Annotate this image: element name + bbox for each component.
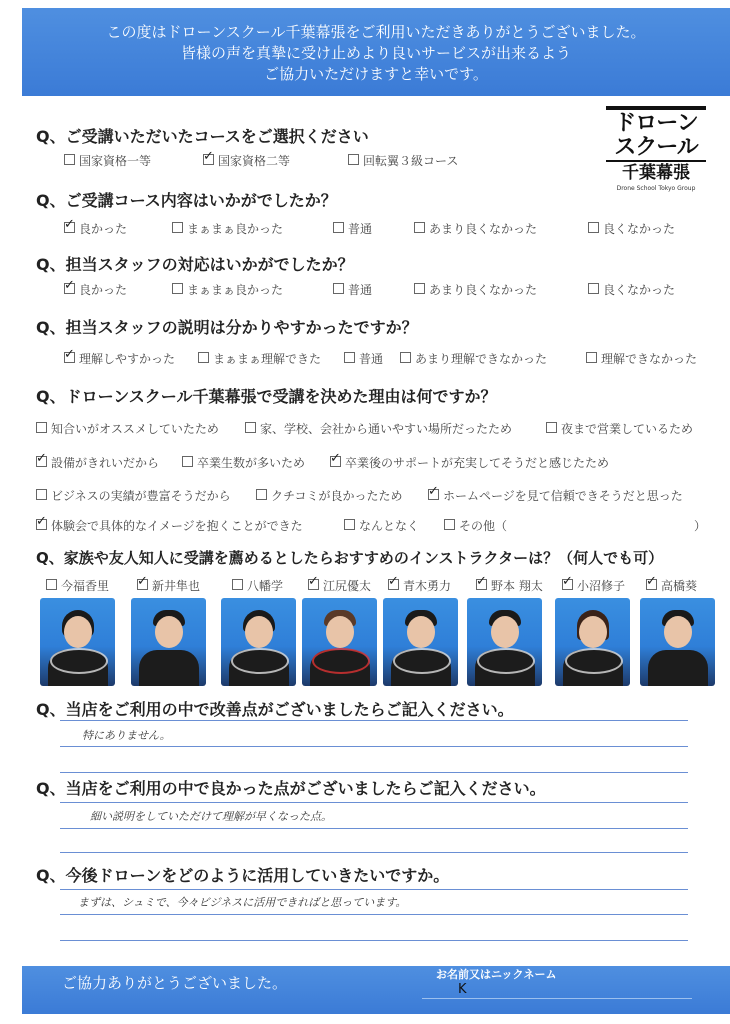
checkbox[interactable] [348,154,359,165]
option-expl-2[interactable]: まぁまぁ理解できた [198,350,321,367]
checkbox[interactable] [46,579,57,590]
option-content-4[interactable]: あまり良くなかった [414,220,537,237]
option-course-2[interactable]: ✓ 国家資格二等 [203,152,290,169]
instructor-photo-2 [131,598,206,686]
answer-improvement[interactable]: 特にありません。 [82,729,171,742]
instructor-photo-6 [467,598,542,686]
checkbox[interactable] [588,283,599,294]
checkbox[interactable] [182,456,193,467]
nickname-value[interactable]: K [458,982,467,997]
option-staff-3[interactable]: 普通 [333,281,372,298]
instructor-6[interactable]: ✓ 野本 翔太 [476,577,543,594]
option-staff-4[interactable]: あまり良くなかった [414,281,537,298]
checkbox[interactable] [245,422,256,433]
instructor-3[interactable]: 八幡学 [232,577,283,594]
option-expl-5[interactable]: 理解できなかった [586,350,697,367]
question-staff: Q、担当スタッフの対応はいかがでしたか？ [36,255,354,274]
header-line-2: 皆様の声を真摯に受け止めより良いサービスが出来るよう [180,44,571,62]
option-reason-4[interactable]: ✓設備がきれいだから [36,454,159,471]
option-reason-5[interactable]: 卒業生数が多いため [182,454,305,471]
checkbox[interactable] [64,154,75,165]
checkbox[interactable] [476,579,487,590]
option-reason-other[interactable]: その他（ [444,517,507,534]
option-expl-3[interactable]: 普通 [344,350,383,367]
checkbox[interactable] [137,579,148,590]
checkbox[interactable] [36,422,47,433]
instructor-4[interactable]: ✓ 江尻優太 [308,577,371,594]
instructor-1[interactable]: 今福香里 [46,577,109,594]
answer-line [60,802,688,803]
checkbox[interactable] [388,579,399,590]
option-content-5[interactable]: 良くなかった [588,220,675,237]
option-reason-8[interactable]: クチコミが良かったため [256,487,403,504]
answer-line [60,772,688,773]
checkbox[interactable] [203,154,214,165]
checkbox[interactable] [400,352,411,363]
checkbox[interactable] [64,283,75,294]
instructor-5[interactable]: ✓ 青木勇力 [388,577,451,594]
nickname-label: お名前又はニックネーム [436,968,557,981]
option-course-3[interactable]: 回転翼３級コース [348,152,458,169]
footer-banner [22,966,730,1014]
checkbox[interactable] [64,222,75,233]
checkbox[interactable] [344,352,355,363]
checkbox[interactable] [428,489,439,500]
answer-line [60,914,688,915]
option-content-2[interactable]: まぁまぁ良かった [172,220,283,237]
option-expl-4[interactable]: あまり理解できなかった [400,350,547,367]
question-reason: Q、ドローンスクール千葉幕張で受講を決めた理由は何ですか？ [36,387,497,406]
answer-good-points[interactable]: 細い説明をしていただけて理解が早くなった点。 [90,810,332,823]
checkbox[interactable] [36,519,47,530]
answer-line [60,852,688,853]
answer-line [60,940,688,941]
instructor-8[interactable]: ✓ 高橋葵 [646,577,697,594]
question-course: Q、ご受講いただいたコースをご選択ください [36,127,369,146]
answer-line [60,720,688,721]
other-close-paren: ） [694,519,707,533]
option-content-1[interactable]: ✓良かった [64,220,127,237]
instructor-photo-5 [383,598,458,686]
option-staff-2[interactable]: まぁまぁ良かった [172,281,283,298]
option-staff-5[interactable]: 良くなかった [588,281,675,298]
checkbox[interactable] [562,579,573,590]
answer-line [60,828,688,829]
checkbox[interactable] [330,456,341,467]
instructor-photo-3 [221,598,296,686]
checkbox[interactable] [646,579,657,590]
checkbox[interactable] [64,352,75,363]
question-improvement: Q、当店をご利用の中で改善点がございましたらご記入ください。 [36,700,514,719]
checkbox[interactable] [546,422,557,433]
answer-line [60,889,688,890]
question-content: Q、ご受講コース内容はいかがでしたか？ [36,191,337,210]
instructor-photo-7 [555,598,630,686]
option-staff-1[interactable]: ✓良かった [64,281,127,298]
checkbox[interactable] [586,352,597,363]
option-expl-1[interactable]: ✓理解しやすかった [64,350,175,367]
checkbox[interactable] [172,222,183,233]
checkbox[interactable] [444,519,455,530]
checkbox[interactable] [333,222,344,233]
checkbox[interactable] [172,283,183,294]
header-line-1: この度はドローンスクール千葉幕張をご利用いただきありがとうございました。 [106,23,646,41]
checkbox[interactable] [198,352,209,363]
checkbox[interactable] [232,579,243,590]
instructor-photo-4 [302,598,377,686]
checkbox[interactable] [36,489,47,500]
checkbox[interactable] [256,489,267,500]
checkbox[interactable] [588,222,599,233]
header-line-3: ご協力いただけますと幸いです。 [264,65,488,83]
option-reason-3[interactable]: 夜まで営業しているため [546,420,693,437]
checkbox[interactable] [36,456,47,467]
option-reason-6[interactable]: ✓ 卒業後のサポートが充実してそうだと感じたため [330,454,609,471]
footer-thanks: ご協力ありがとうございました。 [62,974,288,992]
instructor-photo-1 [40,598,115,686]
nickname-line [422,998,692,999]
question-explanation: Q、担当スタッフの説明は分かりやすかったですか？ [36,318,418,337]
question-instructor: Q、家族や友人知人に受講を薦めるとしたらおすすめのインストラクターは？（何人でも可） [36,549,664,567]
option-reason-10[interactable]: ✓体験会で具体的なイメージを抱くことができた [36,517,303,534]
checkbox[interactable] [414,222,425,233]
checkbox[interactable] [333,283,344,294]
answer-future-use[interactable]: まずは、シュミで、今々ビジネスに活用できればと思っています。 [78,896,407,909]
instructor-photo-8 [640,598,715,686]
option-content-3[interactable]: 普通 [333,220,372,237]
option-reason-1[interactable]: 知合いがオススメしていたため [36,420,219,437]
option-reason-2[interactable]: 家、学校、会社から通いやすい場所だったため [245,420,512,437]
question-good-points: Q、当店をご利用の中で良かった点がございましたらご記入ください。 [36,779,546,798]
instructor-2[interactable]: ✓ 新井隼也 [137,577,200,594]
instructor-7[interactable]: ✓ 小沼修子 [562,577,625,594]
answer-line [60,746,688,747]
checkbox[interactable] [414,283,425,294]
checkbox[interactable] [344,519,355,530]
header-banner [22,8,730,96]
option-reason-9[interactable]: ✓ ホームページを見て信頼できそうだと思った [428,487,683,504]
option-reason-11[interactable]: なんとなく [344,517,419,534]
option-course-1[interactable]: 国家資格一等 [64,152,151,169]
school-logo: ドローン スクール 千葉幕張 Drone School Tokyo Group [606,106,706,198]
question-future-use: Q、今後ドローンをどのように活用していきたいですか。 [36,866,450,885]
checkbox[interactable] [308,579,319,590]
option-reason-7[interactable]: ビジネスの実績が豊富そうだから [36,487,231,504]
